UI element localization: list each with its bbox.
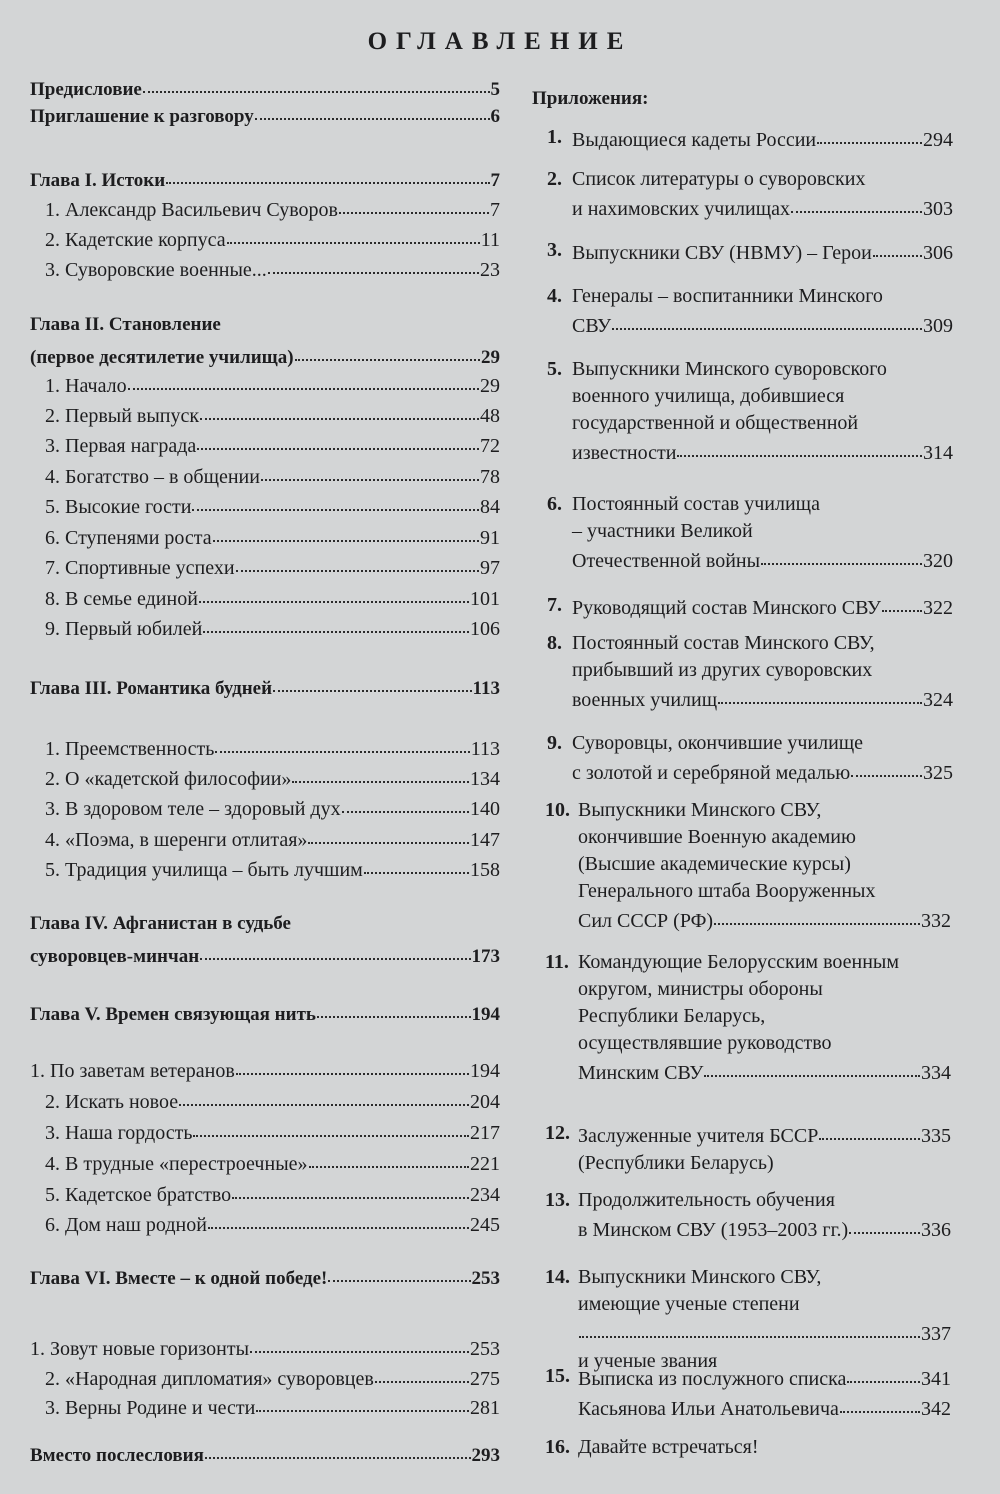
toc-entry[interactable] [30, 613, 500, 641]
dot-leader [232, 1177, 469, 1199]
toc-entry[interactable] [30, 1179, 500, 1207]
entry-title: 2. «Народная дипломатия» суворовцев [45, 1368, 374, 1390]
entry-title: 2. Искать новое [45, 1091, 179, 1113]
appendix-line: Республики Беларусь, [578, 1005, 766, 1027]
appendix-number: 12. [545, 1122, 570, 1144]
page-number: 147 [470, 829, 500, 851]
entry-title: 6. Дом наш родной [45, 1214, 207, 1236]
page-number: 84 [480, 496, 500, 518]
entry-title: Вместо послесловия [30, 1445, 204, 1466]
toc-entry[interactable] [30, 763, 500, 791]
chapter-heading[interactable] [30, 165, 500, 192]
appendix-line: военного училища, добившиеся [572, 385, 845, 407]
page-number: 204 [470, 1091, 500, 1113]
chapter-heading[interactable] [30, 342, 500, 369]
appendix-number: 13. [545, 1189, 570, 1211]
entry-title: СВУ [572, 315, 612, 337]
page-number: 303 [923, 198, 953, 220]
entry-title: 5. Кадетское братство [45, 1184, 232, 1206]
toc-entry[interactable] [30, 224, 500, 252]
toc-entry-preface[interactable] [30, 74, 500, 101]
entry-title: Минским СВУ [578, 1062, 704, 1084]
appendix-entry[interactable] [547, 124, 953, 154]
entry-title: 8. В семье единой [45, 588, 198, 610]
appendix-entry[interactable] [547, 630, 953, 714]
page-number: 336 [921, 1219, 951, 1241]
page-number: 342 [921, 1398, 951, 1420]
page-number: 306 [923, 242, 953, 264]
toc-entry[interactable] [30, 400, 500, 428]
appendix-entry[interactable] [545, 1120, 951, 1177]
appendix-entry[interactable] [547, 592, 953, 622]
page-number: 322 [923, 597, 953, 619]
page-number: 173 [471, 946, 500, 967]
entry-title: суворовцев-минчан [30, 946, 200, 967]
dot-leader [761, 543, 922, 565]
entry-title: 6. Ступенями роста [45, 527, 212, 549]
entry-title: Приглашение к разговору [30, 106, 254, 127]
page-number: 334 [921, 1062, 951, 1084]
page-number: 253 [471, 1268, 500, 1289]
dot-leader [849, 1212, 920, 1234]
page-number: 325 [923, 762, 953, 784]
appendix-title-line[interactable] [578, 1363, 951, 1393]
page-number: 72 [480, 435, 500, 457]
entry-title: (первое десятилетие училища) [30, 347, 294, 368]
appendix-line: округом, министры обороны [578, 978, 823, 1000]
entry-title: Сил СССР (РФ) [578, 910, 714, 932]
page-number: 194 [471, 1004, 500, 1025]
chapter-heading[interactable] [30, 999, 500, 1026]
entry-title: с золотой и серебряной медалью [572, 762, 851, 784]
appendix-heading: Приложения: [532, 88, 649, 109]
dot-leader [819, 1118, 920, 1140]
entry-title: 3. В здоровом теле – здоровый дух [45, 798, 341, 820]
page-number: 140 [470, 798, 500, 820]
page-number: 29 [480, 375, 500, 397]
dot-leader [718, 682, 922, 704]
entry-title: 1. По заветам ветеранов [30, 1060, 235, 1082]
entry-title: 4. Богатство – в общении [45, 466, 260, 488]
appendix-title-line[interactable] [572, 193, 953, 223]
page-number: 78 [480, 466, 500, 488]
toc-entry[interactable] [30, 583, 500, 611]
appendix-entry[interactable] [545, 1434, 951, 1461]
appendix-line: Выпускники Минского СВУ, [578, 799, 822, 821]
appendix-line: Выпускники Минского суворовского [572, 358, 887, 380]
page-number: 11 [480, 229, 500, 251]
entry-title: 1. Преемственность [45, 738, 215, 760]
dot-leader [203, 611, 469, 633]
appendix-line: Список литературы о суворовских [572, 168, 866, 190]
entry-title: Выпускники СВУ (НВМУ) – Герои [572, 242, 872, 264]
dot-leader [261, 459, 479, 481]
page-number: 5 [490, 79, 500, 100]
appendix-body [572, 166, 953, 223]
toc-entry[interactable] [30, 491, 500, 519]
appendix-body [572, 491, 953, 575]
appendix-line: осуществлявшие руководство [578, 1032, 832, 1054]
page-number: 245 [470, 1214, 500, 1236]
appendix-line: Генералы – воспитанники Минского [572, 285, 883, 307]
page-number: 337 [921, 1323, 951, 1345]
appendix-title-line[interactable] [572, 757, 953, 787]
page-number: 281 [470, 1397, 500, 1419]
page-number: 91 [480, 527, 500, 549]
dot-leader [205, 1438, 471, 1459]
toc-entry[interactable] [30, 1117, 500, 1145]
dot-leader [579, 1316, 920, 1338]
appendix-line: имеющие ученые степени [578, 1293, 800, 1315]
page-number: 293 [471, 1445, 500, 1466]
entry-title: 3. Наша гордость [45, 1122, 193, 1144]
page-number: 221 [470, 1153, 500, 1175]
appendix-entry[interactable] [545, 1363, 951, 1423]
appendix-line: – участники Великой [572, 520, 753, 542]
entry-title: 1. Зовут новые горизонты [30, 1338, 250, 1360]
appendix-line: Выпускники Минского СВУ, [578, 1266, 822, 1288]
appendix-line: Командующие Белорусским военным [578, 951, 899, 973]
dot-leader [208, 1207, 469, 1229]
toc-entry[interactable] [30, 522, 500, 550]
page-number: 6 [490, 106, 500, 127]
toc-entry[interactable] [30, 1148, 500, 1176]
dot-leader [791, 191, 922, 213]
dot-leader [714, 903, 920, 925]
appendix-number: 15. [545, 1365, 570, 1387]
appendix-body [578, 1264, 951, 1375]
entry-title: 2. Первый выпуск [45, 405, 200, 427]
page-number: 217 [470, 1122, 500, 1144]
toc-entry[interactable] [30, 430, 500, 458]
page-number: 97 [480, 557, 500, 579]
appendix-line: прибывший из других суворовских [572, 659, 873, 681]
appendix-line: Постоянный состав училища [572, 493, 820, 515]
page-number: 275 [470, 1368, 500, 1390]
appendix-number: 14. [545, 1266, 570, 1288]
toc-entry[interactable] [30, 552, 500, 580]
dot-leader [873, 235, 922, 257]
toc-entry[interactable] [30, 370, 500, 398]
appendix-number: 10. [545, 799, 570, 821]
appendix-line: Генерального штаба Вооруженных [578, 880, 876, 902]
appendix-title-line[interactable] [572, 437, 953, 467]
appendix-title-line[interactable] [572, 545, 953, 575]
page-number: 341 [921, 1368, 951, 1390]
page-number: 23 [480, 259, 500, 281]
entry-title: 4. «Поэма, в шеренги отлитая» [45, 829, 308, 851]
dot-leader [882, 590, 922, 612]
appendix-number: 11. [545, 951, 569, 973]
page-number: 7 [490, 199, 500, 221]
appendix-title-line[interactable] [578, 1120, 951, 1150]
dot-leader [308, 822, 469, 844]
appendix-line: (Высшие академические курсы) [578, 853, 851, 875]
entry-title: 2. Кадетские корпуса [45, 229, 226, 251]
appendix-title-line[interactable] [572, 124, 953, 154]
appendix-number: 9. [547, 732, 562, 754]
appendix-title-line[interactable] [578, 905, 951, 935]
dot-leader [342, 791, 469, 813]
chapter-heading[interactable] [30, 941, 500, 968]
toc-entry[interactable] [30, 1333, 500, 1361]
toc-entry[interactable] [30, 733, 500, 761]
dot-leader [215, 731, 469, 753]
entry-title: Глава III. Романтика будней [30, 678, 273, 699]
page-number: 113 [472, 678, 500, 699]
page-number: 253 [470, 1338, 500, 1360]
appendix-title-line[interactable] [572, 684, 953, 714]
page-number: 7 [490, 170, 500, 191]
page-number: 294 [923, 129, 953, 151]
page-number: 113 [470, 738, 500, 760]
dot-leader [317, 997, 471, 1018]
appendix-number: 2. [547, 168, 562, 190]
chapter-heading[interactable] [30, 1263, 500, 1290]
page-number: 324 [923, 689, 953, 711]
page-number: 134 [470, 768, 500, 790]
appendix-line: окончившие Военную академию [578, 826, 856, 848]
appendix-body [572, 237, 953, 267]
appendix-line: и ученые звания [578, 1350, 718, 1372]
appendix-title-line: Давайте встречаться! [578, 1436, 759, 1458]
entry-title: Глава I. Истоки [30, 170, 166, 191]
page-number: 314 [923, 442, 953, 464]
entry-title: 5. Высокие гости [45, 496, 192, 518]
dot-leader [268, 252, 479, 274]
dot-leader [328, 1261, 470, 1282]
page-number: 234 [470, 1184, 500, 1206]
dot-leader [250, 1331, 469, 1353]
entry-title: Отечественной войны [572, 550, 761, 572]
appendix-number: 7. [547, 594, 562, 616]
toc-entry[interactable] [30, 793, 500, 821]
page-number: 309 [923, 315, 953, 337]
entry-title: известности [572, 442, 677, 464]
appendix-entry[interactable] [547, 491, 953, 575]
entry-title: военных училищ [572, 689, 718, 711]
appendix-line: Суворовцы, окончившие училище [572, 732, 864, 754]
entry-title: в Минском СВУ (1953–2003 гг.) [578, 1219, 849, 1241]
dot-leader [179, 1084, 469, 1106]
dot-leader [364, 852, 469, 874]
chapter-heading-line: Глава IV. Афганистан в судьбе [30, 913, 291, 934]
toc-entry-afterword[interactable] [30, 1440, 500, 1467]
page-title: ОГЛАВЛЕНИЕ [367, 28, 633, 55]
entry-title: Руководящий состав Минского СВУ [572, 597, 881, 619]
appendix-number: 8. [547, 632, 562, 654]
toc-entry[interactable] [30, 1392, 500, 1420]
appendix-body [578, 1363, 951, 1423]
page-number: 320 [923, 550, 953, 572]
appendix-body [572, 592, 953, 622]
entry-title: 2. О «кадетской философии» [45, 768, 292, 790]
appendix-title-line[interactable] [578, 1318, 951, 1348]
dot-leader [817, 122, 922, 144]
entry-title: Глава V. Времен связующая нить [30, 1004, 316, 1025]
appendix-body [578, 1120, 951, 1177]
appendix-entry[interactable] [545, 797, 951, 935]
dot-leader [847, 1361, 920, 1383]
appendix-body [578, 949, 951, 1087]
dot-leader [840, 1391, 920, 1413]
dot-leader [128, 368, 479, 390]
appendix-body [572, 730, 953, 787]
toc-entry[interactable] [30, 194, 500, 222]
appendix-body [572, 630, 953, 714]
dot-leader [143, 72, 490, 93]
dot-leader [197, 428, 479, 450]
dot-leader [704, 1055, 920, 1077]
entry-title: Выписка из послужного списка [578, 1368, 847, 1390]
appendix-entry[interactable] [547, 166, 953, 223]
toc-entry-invitation[interactable] [30, 101, 500, 128]
entry-title: 1. Александр Васильевич Суворов [45, 199, 338, 221]
dot-leader [200, 398, 479, 420]
dot-leader [339, 192, 489, 214]
appendix-entry[interactable] [547, 283, 953, 340]
appendix-number: 5. [547, 358, 562, 380]
entry-title: 1. Начало [45, 375, 127, 397]
appendix-entry[interactable] [547, 730, 953, 787]
appendix-line: (Республики Беларусь) [578, 1152, 774, 1174]
entry-title: Заслуженные учителя БССР [578, 1125, 819, 1147]
entry-title: 4. В трудные «перестроечные» [45, 1153, 308, 1175]
dot-leader [851, 755, 922, 777]
dot-leader [199, 581, 469, 603]
appendix-body [578, 797, 951, 935]
entry-title: Глава VI. Вместе – к одной победе! [30, 1268, 328, 1289]
dot-leader [677, 435, 922, 457]
page-number: 101 [470, 588, 500, 610]
toc-entry[interactable] [30, 854, 500, 882]
appendix-entry[interactable] [545, 1264, 951, 1375]
appendix-line: государственной и общественной [572, 412, 859, 434]
appendix-number: 1. [547, 126, 562, 148]
dot-leader [273, 671, 472, 692]
appendix-title-line[interactable] [578, 1393, 951, 1423]
dot-leader [309, 1146, 469, 1168]
appendix-body [578, 1187, 951, 1244]
entry-title: Предисловие [30, 79, 142, 100]
dot-leader [255, 99, 490, 120]
entry-title: Касьянова Ильи Анатольевича [578, 1398, 839, 1420]
appendix-number: 3. [547, 239, 562, 261]
toc-entry[interactable] [30, 1055, 500, 1083]
toc-entry[interactable] [30, 1209, 500, 1237]
page-number: 29 [481, 347, 500, 368]
appendix-entry[interactable] [547, 356, 953, 467]
appendix-title-line[interactable] [578, 1214, 951, 1244]
entry-title: 9. Первый юбилей [45, 618, 203, 640]
appendix-line: Постоянный состав Минского СВУ, [572, 632, 875, 654]
appendix-number: 4. [547, 285, 562, 307]
toc-entry[interactable] [30, 1086, 500, 1114]
appendix-entry[interactable] [545, 949, 951, 1087]
dot-leader [213, 520, 479, 542]
entry-title: Выдающиеся кадеты России [572, 129, 817, 151]
dot-leader [227, 222, 480, 244]
page-number: 158 [470, 859, 500, 881]
appendix-number: 6. [547, 493, 562, 515]
entry-title: 7. Спортивные успехи [45, 557, 235, 579]
entry-title: 3. Верны Родине и чести [45, 1397, 256, 1419]
toc-entry[interactable] [30, 824, 500, 852]
appendix-title-line[interactable] [572, 237, 953, 267]
appendix-body [578, 1434, 951, 1461]
appendix-line: Продолжительность обучения [578, 1189, 835, 1211]
dot-leader [256, 1390, 469, 1412]
chapter-heading[interactable] [30, 673, 500, 700]
appendix-number: 16. [545, 1436, 570, 1458]
page-number: 194 [470, 1060, 500, 1082]
dot-leader [236, 1053, 469, 1075]
entry-title: 5. Традиция училища – быть лучшим [45, 859, 363, 881]
appendix-title-line[interactable] [572, 592, 953, 622]
appendix-title-line[interactable] [572, 310, 953, 340]
entry-title: и нахимовских училищах [572, 198, 790, 220]
appendix-entry[interactable] [545, 1187, 951, 1244]
dot-leader [612, 308, 922, 330]
entry-title: 3. Первая награда [45, 435, 197, 457]
toc-entry[interactable] [30, 1363, 500, 1391]
page-number: 106 [470, 618, 500, 640]
dot-leader [236, 550, 479, 572]
appendix-body [572, 283, 953, 340]
page-number: 335 [921, 1125, 951, 1147]
page-number: 48 [480, 405, 500, 427]
appendix-body [572, 356, 953, 467]
toc-entry[interactable] [30, 254, 500, 282]
page-number: 332 [921, 910, 951, 932]
appendix-body [572, 124, 953, 154]
entry-title: 3. Суворовские военные... [45, 259, 267, 281]
toc-entry[interactable] [30, 461, 500, 489]
chapter-heading-line: Глава II. Становление [30, 314, 221, 335]
dot-leader [200, 939, 470, 960]
dot-leader [193, 1115, 469, 1137]
dot-leader [295, 340, 480, 361]
dot-leader [166, 163, 489, 184]
dot-leader [192, 489, 479, 511]
dot-leader [375, 1361, 469, 1383]
appendix-title-line[interactable] [578, 1057, 951, 1087]
appendix-entry[interactable] [547, 237, 953, 267]
dot-leader [292, 761, 469, 783]
